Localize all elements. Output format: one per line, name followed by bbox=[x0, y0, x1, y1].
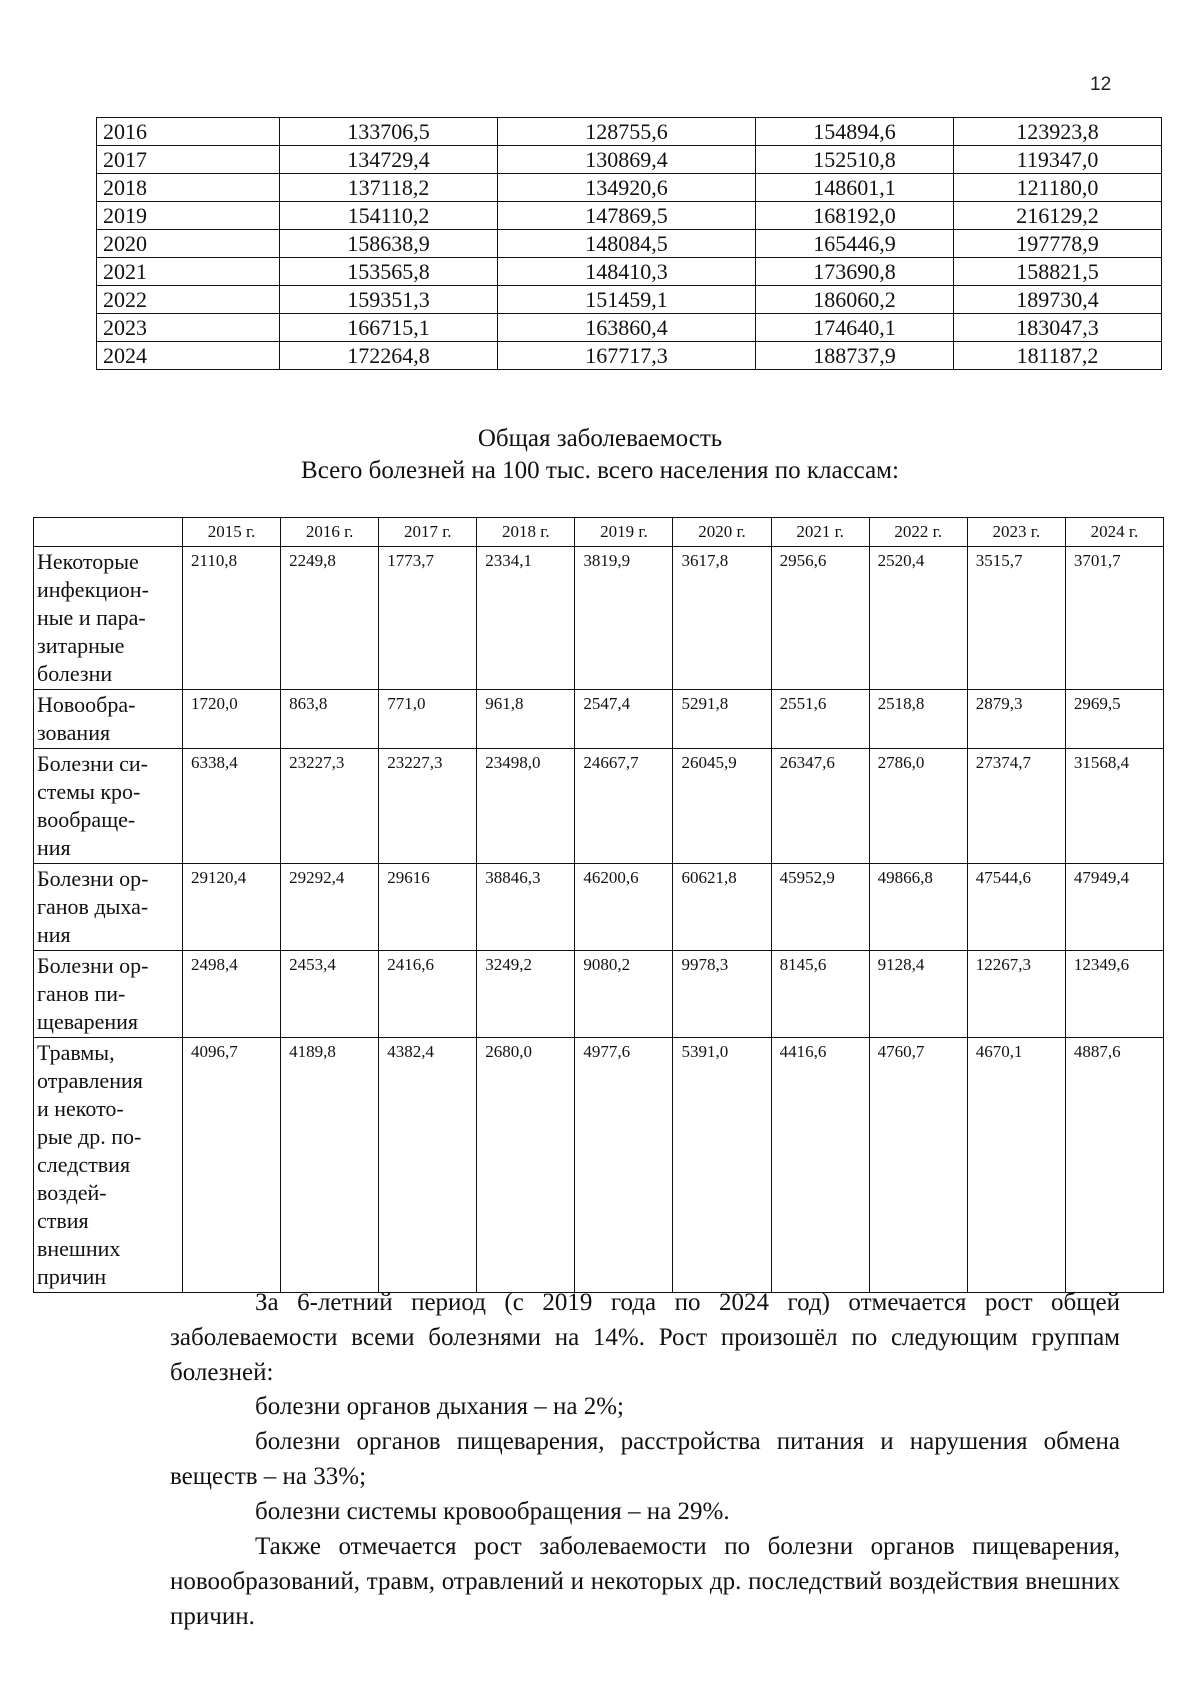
value-cell: 863,8 bbox=[281, 690, 379, 749]
value-cell: 163860,4 bbox=[498, 314, 756, 342]
table-row bbox=[97, 202, 1162, 230]
value-cell: 3249,2 bbox=[477, 951, 575, 1038]
label-line: и некото- bbox=[37, 1096, 124, 1121]
value-cell: 2334,1 bbox=[477, 547, 575, 690]
value-cell: 4670,1 bbox=[967, 1038, 1065, 1293]
value-cell: 168192,0 bbox=[756, 202, 954, 230]
label-line: ния bbox=[37, 922, 71, 947]
value-cell: 26045,9 bbox=[673, 749, 771, 864]
paragraph-respiratory: болезни органов дыхания – на 2%; bbox=[255, 1393, 624, 1420]
table-row bbox=[34, 951, 1164, 1038]
value-cell: 2551,6 bbox=[771, 690, 869, 749]
value-cell: 152510,8 bbox=[756, 146, 954, 174]
table-row bbox=[34, 690, 1164, 749]
value-cell: 119347,0 bbox=[954, 146, 1162, 174]
label-line: стемы кро- bbox=[37, 779, 141, 804]
label-line: болезни bbox=[37, 661, 113, 686]
morbidity-table bbox=[33, 517, 1164, 1293]
value-cell: 154110,2 bbox=[280, 202, 498, 230]
value-cell: 153565,8 bbox=[280, 258, 498, 286]
value-cell: 158638,9 bbox=[280, 230, 498, 258]
value-cell: 2249,8 bbox=[281, 547, 379, 690]
value-cell: 1773,7 bbox=[379, 547, 477, 690]
value-cell: 5391,0 bbox=[673, 1038, 771, 1293]
table-row bbox=[97, 230, 1162, 258]
value-cell: 148410,3 bbox=[498, 258, 756, 286]
year-cell: 2024 bbox=[97, 342, 280, 370]
value-cell: 3617,8 bbox=[673, 547, 771, 690]
value-cell: 186060,2 bbox=[756, 286, 954, 314]
value-cell: 3701,7 bbox=[1065, 547, 1163, 690]
value-cell: 1720,0 bbox=[183, 690, 281, 749]
value-cell: 133706,5 bbox=[280, 118, 498, 146]
value-cell: 9080,2 bbox=[575, 951, 673, 1038]
value-cell: 23227,3 bbox=[379, 749, 477, 864]
label-line: вообраще- bbox=[37, 807, 136, 832]
table-row bbox=[34, 1038, 1164, 1293]
label-line: ганов пи- bbox=[37, 981, 126, 1006]
value-cell: 4382,4 bbox=[379, 1038, 477, 1293]
value-cell: 29616 bbox=[379, 864, 477, 951]
value-cell: 147869,5 bbox=[498, 202, 756, 230]
value-cell: 29292,4 bbox=[281, 864, 379, 951]
value-cell: 2879,3 bbox=[967, 690, 1065, 749]
paragraph-summary: За 6-летний период (с 2019 года по 2024 год) отмечается рост общей заболеваемости всеми болезнями на 14%. Рост произошёл по следующим группам болезней: bbox=[170, 1289, 1120, 1386]
page-number: 12 bbox=[1090, 74, 1112, 95]
table-row bbox=[34, 864, 1164, 951]
value-cell: 4977,6 bbox=[575, 1038, 673, 1293]
year-cell: 2020 bbox=[97, 230, 280, 258]
value-cell: 4887,6 bbox=[1065, 1038, 1163, 1293]
value-cell: 2786,0 bbox=[869, 749, 967, 864]
value-cell: 46200,6 bbox=[575, 864, 673, 951]
value-cell: 24667,7 bbox=[575, 749, 673, 864]
year-cell: 2019 bbox=[97, 202, 280, 230]
value-cell: 4760,7 bbox=[869, 1038, 967, 1293]
table-row bbox=[97, 146, 1162, 174]
value-cell: 47949,4 bbox=[1065, 864, 1163, 951]
year-header: 2022 г. bbox=[869, 518, 967, 547]
year-header: 2019 г. bbox=[575, 518, 673, 547]
label-line: Болезни ор- bbox=[37, 953, 149, 978]
value-cell: 165446,9 bbox=[756, 230, 954, 258]
disease-class-label bbox=[34, 690, 183, 749]
label-line: Некоторые bbox=[37, 549, 139, 574]
value-cell: 172264,8 bbox=[280, 342, 498, 370]
value-cell: 151459,1 bbox=[498, 286, 756, 314]
value-cell: 23498,0 bbox=[477, 749, 575, 864]
label-line: воздей- bbox=[37, 1180, 107, 1205]
section-title: Общая заболеваемость bbox=[477, 425, 723, 452]
value-cell: 23227,3 bbox=[281, 749, 379, 864]
value-cell: 166715,1 bbox=[280, 314, 498, 342]
value-cell: 158821,5 bbox=[954, 258, 1162, 286]
label-line: ные и пара- bbox=[37, 605, 146, 630]
value-cell: 174640,1 bbox=[756, 314, 954, 342]
year-cell: 2022 bbox=[97, 286, 280, 314]
value-cell: 26347,6 bbox=[771, 749, 869, 864]
year-header: 2020 г. bbox=[673, 518, 771, 547]
label-line: инфекцион- bbox=[37, 577, 149, 602]
value-cell: 4416,6 bbox=[771, 1038, 869, 1293]
year-cell: 2016 bbox=[97, 118, 280, 146]
table-row bbox=[97, 118, 1162, 146]
year-header: 2016 г. bbox=[281, 518, 379, 547]
table-row bbox=[34, 749, 1164, 864]
label-line: Новообра- bbox=[37, 692, 136, 717]
year-cell: 2017 bbox=[97, 146, 280, 174]
value-cell: 2518,8 bbox=[869, 690, 967, 749]
label-line: ния bbox=[37, 835, 71, 860]
value-cell: 60621,8 bbox=[673, 864, 771, 951]
value-cell: 2547,4 bbox=[575, 690, 673, 749]
value-cell: 121180,0 bbox=[954, 174, 1162, 202]
value-cell: 2110,8 bbox=[183, 547, 281, 690]
year-header: 2024 г. bbox=[1065, 518, 1163, 547]
value-cell: 45952,9 bbox=[771, 864, 869, 951]
label-line: зования bbox=[37, 720, 111, 745]
label-line: Болезни ор- bbox=[37, 866, 149, 891]
value-cell: 2498,4 bbox=[183, 951, 281, 1038]
value-cell: 148084,5 bbox=[498, 230, 756, 258]
value-cell: 2520,4 bbox=[869, 547, 967, 690]
value-cell: 130869,4 bbox=[498, 146, 756, 174]
value-cell: 8145,6 bbox=[771, 951, 869, 1038]
morbidity-table-header bbox=[34, 518, 1164, 547]
value-cell: 148601,1 bbox=[756, 174, 954, 202]
value-cell: 29120,4 bbox=[183, 864, 281, 951]
label-line: ганов дыха- bbox=[37, 894, 149, 919]
value-cell: 4096,7 bbox=[183, 1038, 281, 1293]
value-cell: 5291,8 bbox=[673, 690, 771, 749]
value-cell: 9128,4 bbox=[869, 951, 967, 1038]
value-cell: 159351,3 bbox=[280, 286, 498, 314]
label-line: причин bbox=[37, 1264, 107, 1289]
year-header: 2015 г. bbox=[183, 518, 281, 547]
paragraph-circulatory: болезни системы кровообращения – на 29%. bbox=[255, 1498, 730, 1525]
table-row bbox=[97, 314, 1162, 342]
year-header: 2023 г. bbox=[967, 518, 1065, 547]
label-line: отравления bbox=[37, 1068, 143, 1093]
value-cell: 181187,2 bbox=[954, 342, 1162, 370]
table-row bbox=[97, 258, 1162, 286]
value-cell: 961,8 bbox=[477, 690, 575, 749]
table-row bbox=[34, 547, 1164, 690]
value-cell: 6338,4 bbox=[183, 749, 281, 864]
value-cell: 173690,8 bbox=[756, 258, 954, 286]
value-cell: 38846,3 bbox=[477, 864, 575, 951]
label-line: Болезни си- bbox=[37, 751, 148, 776]
label-line: ствия bbox=[37, 1208, 89, 1233]
value-cell: 167717,3 bbox=[498, 342, 756, 370]
value-cell: 2956,6 bbox=[771, 547, 869, 690]
label-line: зитарные bbox=[37, 633, 125, 658]
year-cell: 2023 bbox=[97, 314, 280, 342]
label-line: рые др. по- bbox=[37, 1124, 142, 1149]
label-line: следствия bbox=[37, 1152, 131, 1177]
value-cell: 3819,9 bbox=[575, 547, 673, 690]
label-line: Травмы, bbox=[37, 1040, 115, 1065]
value-cell: 137118,2 bbox=[280, 174, 498, 202]
year-header: 2021 г. bbox=[771, 518, 869, 547]
header-corner bbox=[34, 518, 183, 547]
label-line: щеварения bbox=[37, 1009, 138, 1034]
value-cell: 2680,0 bbox=[477, 1038, 575, 1293]
value-cell: 134920,6 bbox=[498, 174, 756, 202]
year-cell: 2021 bbox=[97, 258, 280, 286]
section-subtitle: Всего болезней на 100 тыс. всего населения по классам: bbox=[301, 457, 899, 484]
disease-class-label bbox=[34, 864, 183, 951]
year-header: 2018 г. bbox=[477, 518, 575, 547]
year-cell: 2018 bbox=[97, 174, 280, 202]
disease-class-label bbox=[34, 951, 183, 1038]
paragraph-digestive: болезни органов пищеварения, расстройства питания и нарушения обмена веществ – на 33%; bbox=[170, 1428, 1120, 1490]
disease-class-label bbox=[34, 547, 183, 690]
value-cell: 2416,6 bbox=[379, 951, 477, 1038]
value-cell: 123923,8 bbox=[954, 118, 1162, 146]
table-row bbox=[97, 286, 1162, 314]
year-header: 2017 г. bbox=[379, 518, 477, 547]
value-cell: 49866,8 bbox=[869, 864, 967, 951]
value-cell: 189730,4 bbox=[954, 286, 1162, 314]
value-cell: 188737,9 bbox=[756, 342, 954, 370]
top-data-table bbox=[96, 117, 1162, 370]
value-cell: 3515,7 bbox=[967, 547, 1065, 690]
value-cell: 154894,6 bbox=[756, 118, 954, 146]
value-cell: 12349,6 bbox=[1065, 951, 1163, 1038]
label-line: внешних bbox=[37, 1236, 121, 1261]
disease-class-label bbox=[34, 1038, 183, 1293]
value-cell: 4189,8 bbox=[281, 1038, 379, 1293]
value-cell: 183047,3 bbox=[954, 314, 1162, 342]
paragraph-also: Также отмечается рост заболеваемости по болезни органов пищеварения, новообразований, травм, отравлений и некоторых др. последствий воздействия внешних причин. bbox=[170, 1533, 1120, 1630]
value-cell: 12267,3 bbox=[967, 951, 1065, 1038]
value-cell: 31568,4 bbox=[1065, 749, 1163, 864]
value-cell: 134729,4 bbox=[280, 146, 498, 174]
value-cell: 27374,7 bbox=[967, 749, 1065, 864]
value-cell: 47544,6 bbox=[967, 864, 1065, 951]
value-cell: 2969,5 bbox=[1065, 690, 1163, 749]
table-row bbox=[97, 174, 1162, 202]
value-cell: 9978,3 bbox=[673, 951, 771, 1038]
value-cell: 216129,2 bbox=[954, 202, 1162, 230]
value-cell: 197778,9 bbox=[954, 230, 1162, 258]
value-cell: 2453,4 bbox=[281, 951, 379, 1038]
disease-class-label bbox=[34, 749, 183, 864]
value-cell: 128755,6 bbox=[498, 118, 756, 146]
table-row bbox=[97, 342, 1162, 370]
value-cell: 771,0 bbox=[379, 690, 477, 749]
